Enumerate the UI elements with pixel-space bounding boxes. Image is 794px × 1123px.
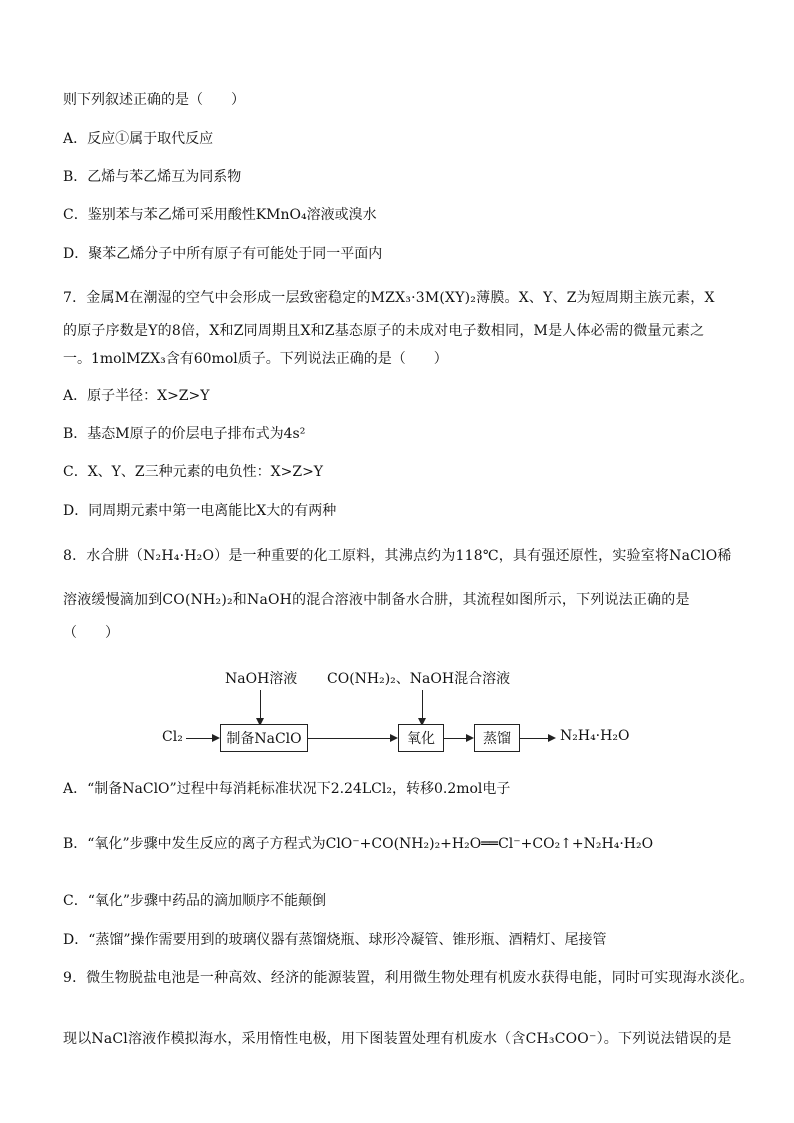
q6-option-d: D．聚苯乙烯分子中所有原子有可能处于同一平面内 [63, 246, 383, 262]
q6-stem: 则下列叙述正确的是（ ） [63, 92, 245, 108]
q9-stem-line1: 9．微生物脱盐电池是一种高效、经济的能源装置，利用微生物处理有机废水获得电能，同时可实现海水淡化。 [63, 970, 754, 986]
q7-option-c: C．X、Y、Z三种元素的电负性：X>Z>Y [63, 464, 324, 480]
flow-box-prepare-naclo: 制备NaClO [220, 724, 308, 752]
q6-option-c: C．鉴别苯与苯乙烯可采用酸性KMnO₄溶液或溴水 [63, 207, 377, 223]
flow-input-cl2: Cl₂ [162, 729, 183, 745]
q6-option-b: B．乙烯与苯乙烯互为同系物 [63, 169, 242, 185]
flow-arrowhead-4 [548, 734, 556, 742]
q9-stem-line2: 现以NaCl溶液作模拟海水，采用惰性电极，用下图装置处理有机废水（含CH₃COO⁻）。下列说法错误的是 [63, 1031, 732, 1047]
flow-arrowhead-2 [390, 734, 398, 742]
flow-arrowhead-1 [212, 734, 220, 742]
flow-reagent-mixture: CO(NH₂)₂、NaOH混合溶液 [327, 671, 511, 687]
flow-arrow-3 [444, 738, 466, 739]
q7-option-d: D．同周期元素中第一电离能比X大的有两种 [63, 503, 337, 519]
q8-stem-line1: 8．水合肼（N₂H₄·H₂O）是一种重要的化工原料，其沸点约为118℃，具有强还原性，实验室将NaClO稀 [63, 548, 732, 564]
q7-option-b: B．基态M原子的价层电子排布式为4s² [63, 426, 306, 442]
flow-arrowhead-3 [466, 734, 474, 742]
q7-stem-line3: 一。1molMZX₃含有60mol质子。下列说法正确的是（ ） [63, 351, 448, 367]
flow-arrow-down-1 [260, 690, 261, 720]
flow-arrow-4 [520, 738, 548, 739]
q7-option-a: A．原子半径：X>Z>Y [63, 388, 210, 404]
q6-option-a: A．反应①属于取代反应 [63, 131, 214, 147]
flow-arrow-down-2 [422, 690, 423, 720]
q8-option-d: D．“蒸馏”操作需要用到的玻璃仪器有蒸馏烧瓶、球形冷凝管、锥形瓶、酒精灯、尾接管 [63, 932, 607, 948]
q8-option-c: C．“氧化”步骤中药品的滴加顺序不能颠倒 [63, 893, 327, 909]
flow-arrow-1 [186, 738, 214, 739]
q7-stem-line1: 7．金属M在潮湿的空气中会形成一层致密稳定的MZX₃·3M(XY)₂薄膜。X、Y、Z为短周期主族元素，X [63, 290, 715, 306]
q8-flow-diagram [150, 662, 650, 762]
q8-stem-line3: （ ） [63, 625, 119, 641]
q7-stem-line2: 的原子序数是Y的8倍，X和Z同周期且X和Z基态原子的未成对电子数相同，M是人体必需的微量元素之 [63, 323, 705, 339]
q8-option-b: B．“氧化”步骤中发生反应的离子方程式为ClO⁻+CO(NH₂)₂+H₂O══Cl⁻+CO₂↑+N₂H₄·H₂O [63, 836, 654, 852]
flow-output-hydrazine-hydrate: N₂H₄·H₂O [560, 728, 630, 744]
q8-stem-line2: 溶液缓慢滴加到CO(NH₂)₂和NaOH的混合溶液中制备水合肼，其流程如图所示，下列说法正确的是 [63, 592, 690, 608]
q8-option-a: A．“制备NaClO”过程中每消耗标准状况下2.24LCl₂，转移0.2mol电子 [63, 781, 511, 797]
flow-arrow-2 [308, 738, 390, 739]
flow-box-distillation: 蒸馏 [474, 724, 520, 752]
flow-reagent-naoh: NaOH溶液 [225, 671, 298, 687]
flow-box-oxidation: 氧化 [398, 724, 444, 752]
